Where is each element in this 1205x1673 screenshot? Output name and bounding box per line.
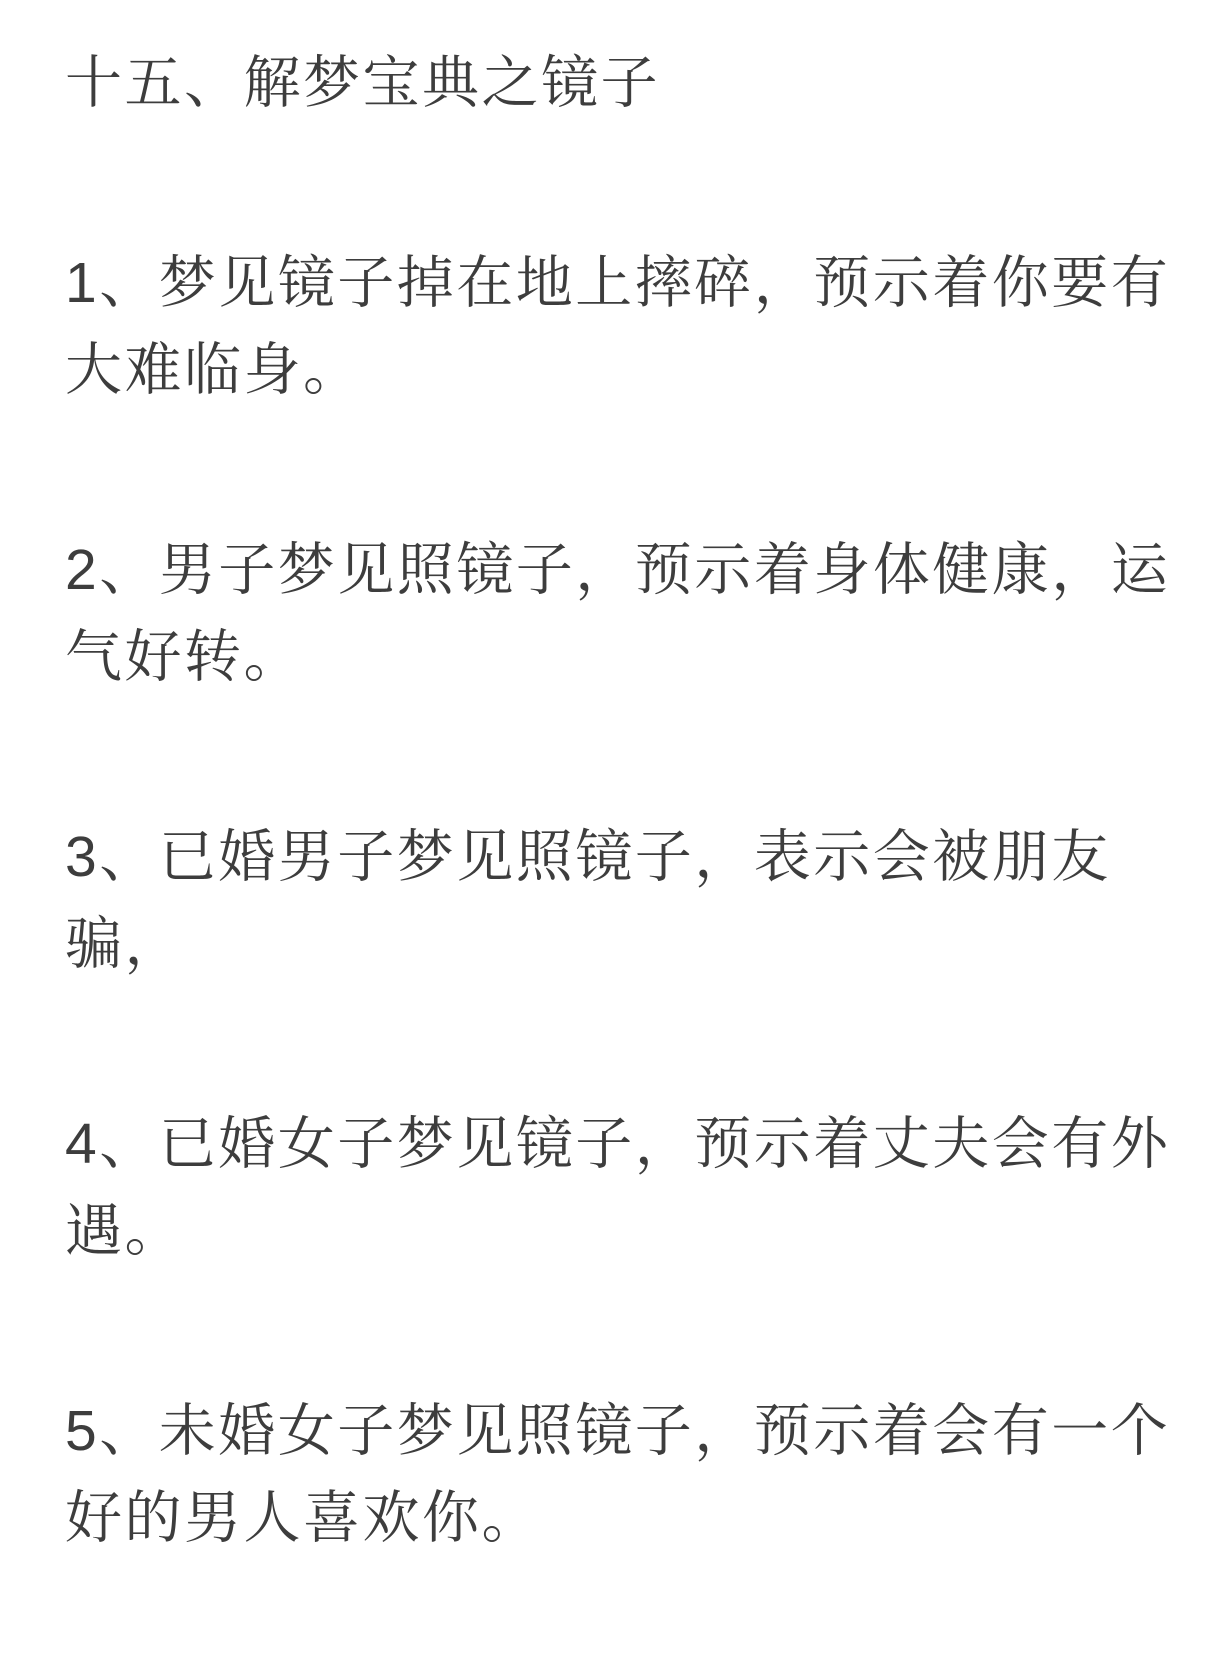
paragraph-line: 3、已婚男子梦见照镜子，表示会被朋友 [65,825,1111,889]
paragraph-line: 2、男子梦见照镜子，预示着身体健康，运 [65,538,1171,602]
paragraph-5 [65,1388,1171,1562]
paragraph-line: 4、已婚女子梦见镜子，预示着丈夫会有外 [65,1112,1171,1176]
paragraph-3 [65,814,1135,988]
paragraph-line: 大难临身。 [65,338,363,402]
paragraph-line: 遇。 [65,1199,184,1263]
paragraph-4 [65,1101,1171,1275]
paragraph-line: 好的男人喜欢你。 [65,1486,541,1550]
document-title: 十五、解梦宝典之镜子 [65,51,660,115]
paragraph-line: 5、未婚女子梦见照镜子，预示着会有一个 [65,1399,1171,1463]
paragraph-line: 气好转。 [65,625,303,689]
paragraph-2 [65,527,1171,701]
paragraph-1 [65,240,1171,414]
paragraph-line: 骗， [65,912,184,976]
paragraph-line: 1、梦见镜子掉在地上摔碎，预示着你要有 [65,251,1171,315]
